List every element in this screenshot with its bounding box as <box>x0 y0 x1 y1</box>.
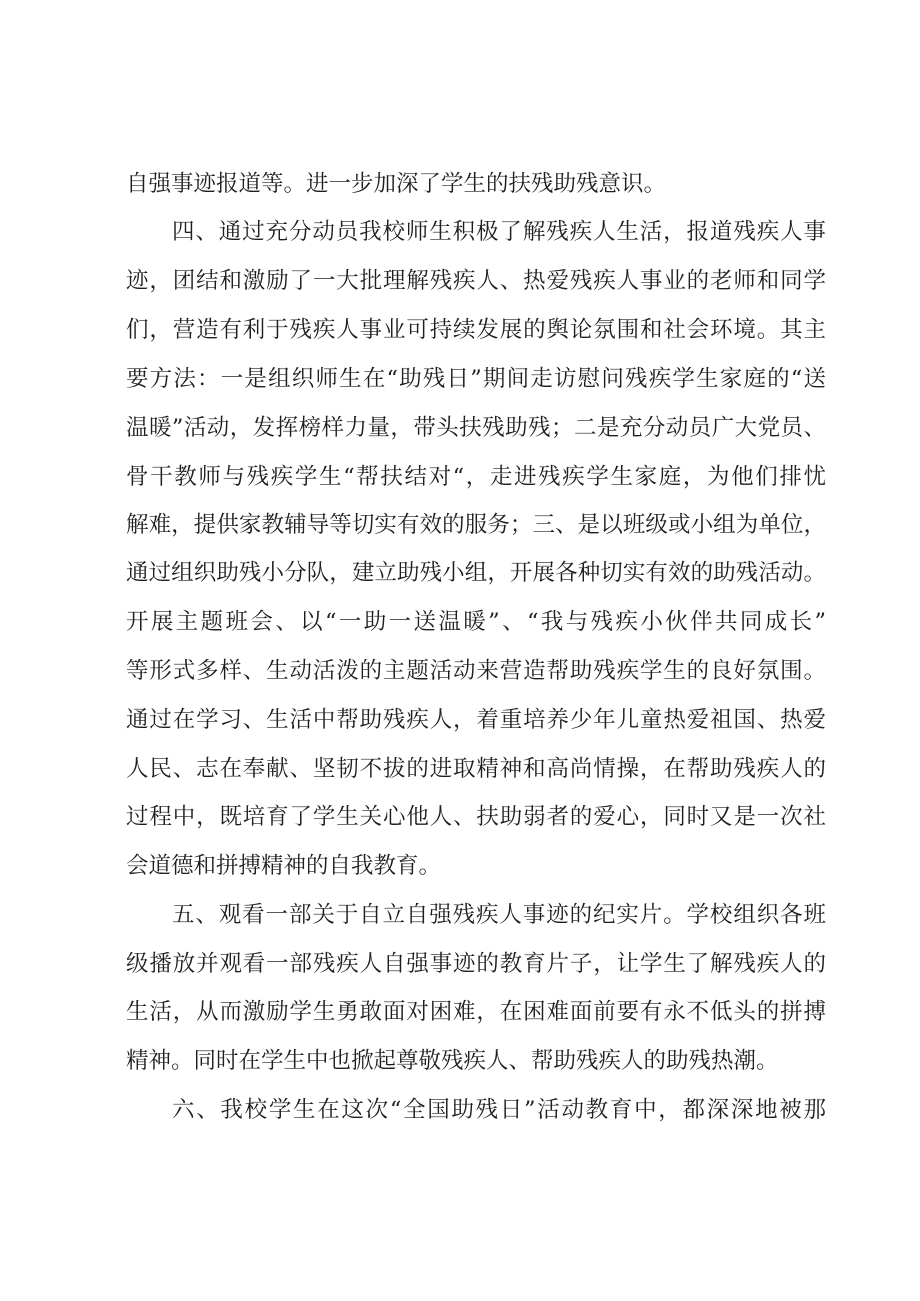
text-line: 迹，团结和激励了一大批理解残疾人、热爱残疾人事业的老师和同学 <box>126 268 826 294</box>
paragraph-5-start: 五、观看一部关于自立自强残疾人事迹的纪实片。学校组织各班 <box>172 902 826 928</box>
text-line: 通过在学习、生活中帮助残疾人，着重培养少年儿童热爱祖国、热爱 <box>126 707 826 733</box>
text-line: 解难，提供家教辅导等切实有效的服务；三、是以班级或小组为单位， <box>126 512 826 538</box>
paragraph-4-start: 四、通过充分动员我校师生积极了解残疾人生活，报道残疾人事 <box>172 219 826 245</box>
text-line: 过程中，既培育了学生关心他人、扶助弱者的爱心，同时又是一次社 <box>126 804 826 830</box>
text-line: 生活，从而激励学生勇敢面对困难，在困难面前要有永不低头的拼搏 <box>126 999 826 1025</box>
text-line: 开展主题班会、以“一助一送温暖”、“我与残疾小伙伴共同成长” <box>126 609 826 635</box>
paragraph-6-start: 六、我校学生在这次“全国助残日”活动教育中，都深深地被那 <box>172 1097 826 1123</box>
text-line: 级播放并观看一部残疾人自强事迹的教育片子，让学生了解残疾人的 <box>126 951 826 977</box>
text-line: 会道德和拼搏精神的自我教育。 <box>126 853 442 879</box>
text-line: 人民、志在奉献、坚韧不拔的进取精神和高尚情操，在帮助残疾人的 <box>126 756 826 782</box>
text-line: 精神。同时在学生中也掀起尊敬残疾人、帮助残疾人的助残热潮。 <box>126 1048 779 1074</box>
text-line: 自强事迹报道等。进一步加深了学生的扶残助残意识。 <box>126 171 667 197</box>
text-line: 温暖”活动，发挥榜样力量，带头扶残助残；二是充分动员广大党员、 <box>126 415 826 441</box>
text-line: 们，营造有利于残疾人事业可持续发展的舆论氛围和社会环境。其主 <box>126 317 826 343</box>
text-line: 要方法：一是组织师生在“助残日”期间走访慰问残疾学生家庭的“送 <box>126 366 826 392</box>
text-line: 等形式多样、生动活泼的主题活动来营造帮助残疾学生的良好氛围。 <box>126 658 826 684</box>
text-line: 骨干教师与残疾学生“帮扶结对“，走进残疾学生家庭，为他们排忧 <box>126 464 826 490</box>
text-line: 通过组织助残小分队，建立助残小组，开展各种切实有效的助残活动。 <box>126 560 826 586</box>
